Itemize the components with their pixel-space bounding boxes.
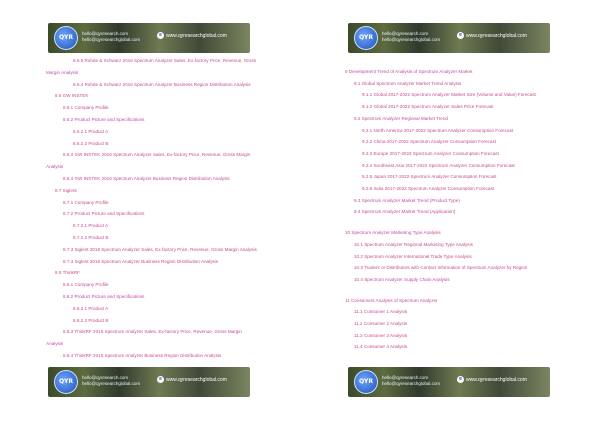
toc-entry[interactable]: 9.2.4 Southeast Asia 2017-2022 Spectrum Analyzer Consumption Forecast <box>362 162 515 168</box>
toc-entry[interactable]: 8.6.2.2 Product B <box>73 140 109 146</box>
banner-email-1: hello@qyresearch.com <box>82 31 129 36</box>
banner-website: www.qyresearchglobal.com <box>166 33 227 39</box>
toc-entry[interactable]: 9.2.5 Japan 2017-2022 Spectrum Analyzer Consumption Forecast <box>362 174 497 180</box>
footer-banner-right <box>348 367 550 397</box>
toc-entry[interactable]: 11.3 Consumer 3 Analysis <box>354 332 408 338</box>
globe-icon: e <box>157 376 164 383</box>
toc-entry[interactable]: 8.6.2 Product Picture and Specifications <box>63 117 145 122</box>
toc-entry[interactable]: Analysis <box>46 341 64 347</box>
toc-entry[interactable]: 10 Spectrum Analyzer Marketing Type Analysis <box>345 230 441 236</box>
toc-entry[interactable]: 9.2.3 Europe 2017-2022 Spectrum Analyzer Consumption Forecast <box>362 150 499 156</box>
banner-email-2: hello@qyresearchglobal.com <box>82 381 141 386</box>
globe-icon: e <box>457 376 464 383</box>
globe-icon: e <box>157 32 164 39</box>
banner-email-1: hello@qyresearch.com <box>382 31 429 36</box>
toc-entry[interactable]: 8.6.4 GW INSTEK 2016 Spectrum Analyzer Business Region Distribution Analysis <box>63 176 230 181</box>
toc-entry[interactable]: 11.1 Consumer 1 Analysis <box>354 309 408 315</box>
toc-entry[interactable]: 8.7.2.1 Product A <box>73 223 109 229</box>
toc-entry[interactable]: 8.5.5 Rohde & Schwarz 2016 Spectrum Analyzer Sales, Ex-factory Price, Revenue, Gross <box>73 58 257 63</box>
header-banner-left <box>48 23 250 53</box>
footer-banner-left <box>48 367 250 397</box>
toc-entry[interactable]: 9.1.2 Global 2017-2022 Spectrum Analyzer Sales Price Forecast <box>362 104 494 110</box>
toc-entry[interactable]: 8.8.1 Company Profile <box>63 282 109 288</box>
toc-entry[interactable]: 8.8.2.2 Product B <box>73 317 109 323</box>
banner-email-2: hello@qyresearchglobal.com <box>382 381 441 386</box>
banner-email-2: hello@qyresearchglobal.com <box>382 37 441 42</box>
toc-entry[interactable]: 11.2 Consumer 2 Analysis <box>354 321 408 326</box>
toc-entry[interactable]: 9.2 Spectrum Analyzer Regional Market Trend <box>354 115 448 121</box>
banner-website: www.qyresearchglobal.com <box>466 377 527 383</box>
qyr-logo: QYR <box>354 26 378 50</box>
qyr-logo: QYR <box>54 370 78 394</box>
toc-entry[interactable]: Analysis <box>46 164 64 170</box>
toc-entry[interactable]: 8.6.2.1 Product A <box>73 128 109 134</box>
toc-entry[interactable]: 8.7.4 Siglent 2016 Spectrum Analyzer Business Region Distribution Analysis <box>63 258 218 264</box>
banner-email-1: hello@qyresearch.com <box>82 375 129 380</box>
toc-entry[interactable]: 10.3 Traders or Distributors with Contact Information of Spectrum Analyzer by Region <box>354 265 528 271</box>
toc-entry[interactable]: 8.7.1 Company Profile <box>63 199 109 205</box>
toc-entry[interactable]: 9.3 Spectrum Analyzer Market Trend (Product Type) <box>354 197 460 203</box>
toc-entry[interactable]: 10.2 Spectrum Analyzer International Trade Type Analysis <box>354 253 472 259</box>
toc-entry[interactable]: 8.6.1 Company Profile <box>63 105 109 111</box>
toc-entry[interactable]: 8.7.2 Product Picture and Specifications <box>63 211 145 217</box>
toc-entry[interactable]: 8.7 Siglent <box>55 187 77 193</box>
banner-website: www.qyresearchglobal.com <box>466 33 527 39</box>
toc-entry[interactable]: 8.7.2.2 Product B <box>73 235 109 240</box>
banner-email-2: hello@qyresearchglobal.com <box>82 37 141 42</box>
toc-entry[interactable]: 9.1.1 Global 2017-2022 Spectrum Analyzer Market Size (Volume and Value) Forecast <box>362 92 536 98</box>
globe-icon: e <box>457 32 464 39</box>
toc-entry[interactable]: 8.6 GW INSTEK <box>55 93 89 99</box>
toc-entry[interactable]: 8.8.4 ThinkRF 2016 Spectrum Analyzer Business Region Distribution Analysis <box>63 353 222 358</box>
qyr-logo: QYR <box>354 370 378 394</box>
toc-entry[interactable]: 9.2.6 India 2017-2022 Spectrum Analyzer Consumption Forecast <box>362 186 495 191</box>
toc-entry[interactable]: Margin Analysis <box>46 69 79 75</box>
toc-entry[interactable]: 9 Development Trend of Analysis of Spectrum Analyzer Market <box>345 69 473 74</box>
banner-email-1: hello@qyresearch.com <box>382 375 429 380</box>
toc-entry[interactable]: 8.8.3 ThinkRF 2016 Spectrum Analyzer Sales, Ex-factory Price, Revenue, Gross Margin <box>63 329 242 335</box>
toc-entry[interactable]: 8.5.4 Rohde & Schwarz 2016 Spectrum Analyzer Business Region Distribution Analysis <box>73 81 251 87</box>
toc-entry[interactable]: 11.4 Consumer 4 Analysis <box>354 344 408 350</box>
toc-entry[interactable]: 8.8 ThinkRF <box>55 270 80 276</box>
toc-entry[interactable]: 8.8.2 Product Picture and Specifications <box>63 294 145 299</box>
toc-entry[interactable]: 9.4 Spectrum Analyzer Market Trend (Application) <box>354 209 456 215</box>
header-banner-right <box>348 23 550 53</box>
toc-entry[interactable]: 9.2.1 North America 2017-2022 Spectrum Analyzer Consumption Forecast <box>362 127 514 133</box>
banner-website: www.qyresearchglobal.com <box>166 377 227 383</box>
toc-entry[interactable]: 8.8.2.1 Product A <box>73 305 109 311</box>
toc-entry[interactable]: 9.1 Global Spectrum Analyzer Market Trend Analysis <box>354 80 462 86</box>
toc-entry[interactable]: 8.7.3 Siglent 2016 Spectrum Analyzer Sales, Ex-factory Price, Revenue, Gross Margin Analysis <box>63 246 257 252</box>
qyr-logo: QYR <box>54 26 78 50</box>
toc-entry[interactable]: 10.4 Spectrum Analyzer Supply Chain Analysis <box>354 276 450 282</box>
toc-entry[interactable]: 10.1 Spectrum Analyzer Regional Marketing Type Analysis <box>354 241 473 247</box>
toc-entry[interactable]: 9.2.2 China 2017-2022 Spectrum Analyzer Consumption Forecast <box>362 139 497 145</box>
toc-entry[interactable]: 8.6.3 GW INSTEK 2016 Spectrum Analyzer Sales, Ex-factory Price, Revenue, Gross Margin <box>63 152 251 158</box>
toc-entry[interactable]: 11 Consumers Analysis of Spectrum Analyzer <box>345 297 438 303</box>
